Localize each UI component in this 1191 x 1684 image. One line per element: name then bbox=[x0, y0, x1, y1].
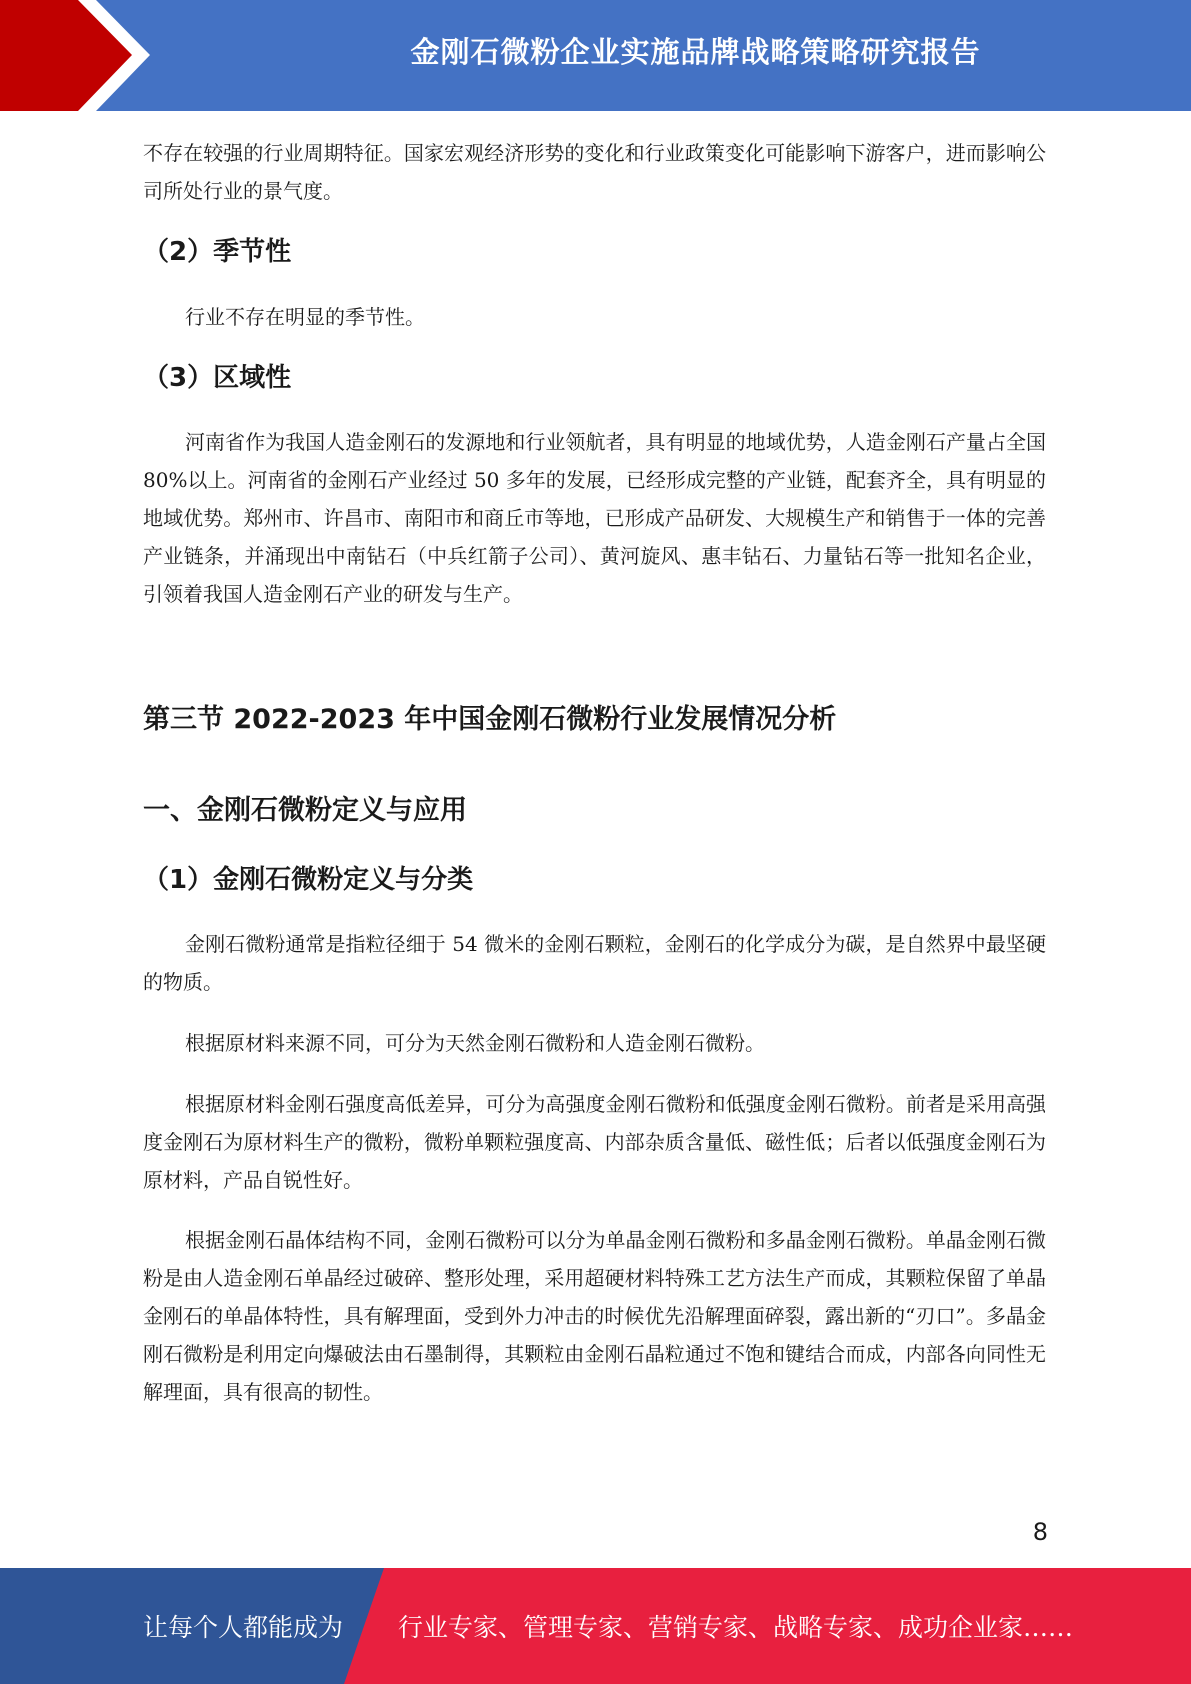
definition-paragraph-1: 金刚石微粉通常是指粒径细于 54 微米的金刚石颗粒，金刚石的化学成分为碳，是自然界中最坚硬的物质。 bbox=[143, 932, 1046, 994]
footer-slogan-left: 让每个人都能成为 bbox=[143, 1613, 344, 1642]
footer-banner bbox=[0, 1568, 1191, 1684]
footer-slogan-right: 行业专家、管理专家、营销专家、战略专家、成功企业家…… bbox=[398, 1613, 1074, 1642]
definition-heading: （1）金刚石微粉定义与分类 bbox=[143, 865, 474, 895]
seasonality-heading: （2）季节性 bbox=[143, 237, 292, 267]
regionality-text: 河南省作为我国人造金刚石的发源地和行业领航者，具有明显的地域优势，人造金刚石产量占全国 80%以上。河南省的金刚石产业经过 50 多年的发展，已经形成完整的产业链，配套齐全，具有明显的地域优势。郑州市、许昌市、南阳市和商丘市等地，已形成产品研发、大规模生产和销售于一体的完善产业链条，并涌现出中南钻石（中兵红箭子公司）、黄河旋风、惠丰钻石、力量钻石等一批知名企业，引领着我国人造金刚石产业的研发与生产。 bbox=[143, 430, 1046, 606]
definition-paragraph-3: 根据原材料金刚石强度高低差异，可分为高强度金刚石微粉和低强度金刚石微粉。前者是采用高强度金刚石为原材料生产的微粉，微粉单颗粒强度高、内部杂质含量低、磁性低；后者以低强度金刚石为原材料，产品自锐性好。 bbox=[143, 1092, 1046, 1192]
definition-paragraph-2: 根据原材料来源不同，可分为天然金刚石微粉和人造金刚石微粉。 bbox=[185, 1031, 765, 1055]
chapter-title: 一、金刚石微粉定义与应用 bbox=[143, 795, 467, 826]
report-title: 金刚石微粉企业实施品牌战略策略研究报告 bbox=[410, 34, 981, 69]
intro-paragraph: 不存在较强的行业周期特征。国家宏观经济形势的变化和行业政策变化可能影响下游客户，进而影响公司所处行业的景气度。 bbox=[143, 141, 1046, 203]
seasonality-text: 行业不存在明显的季节性。 bbox=[185, 305, 425, 329]
header-banner bbox=[0, 0, 1191, 111]
definition-paragraph-4: 根据金刚石晶体结构不同，金刚石微粉可以分为单晶金刚石微粉和多晶金刚石微粉。单晶金刚石微粉是由人造金刚石单晶经过破碎、整形处理，采用超硬材料特殊工艺方法生产而成，其颗粒保留了单晶金刚石的单晶体特性，具有解理面，受到外力冲击的时候优先沿解理面碎裂，露出新的“刃口”。多晶金刚石微粉是利用定向爆破法由石墨制得，其颗粒由金刚石晶粒通过不饱和键结合而成，内部各向同性无解理面，具有很高的韧性。 bbox=[143, 1228, 1046, 1404]
regionality-heading: （3）区域性 bbox=[143, 363, 292, 393]
section-title: 第三节 2022-2023 年中国金刚石微粉行业发展情况分析 bbox=[143, 704, 837, 735]
page-number: 8 bbox=[1032, 1518, 1048, 1546]
